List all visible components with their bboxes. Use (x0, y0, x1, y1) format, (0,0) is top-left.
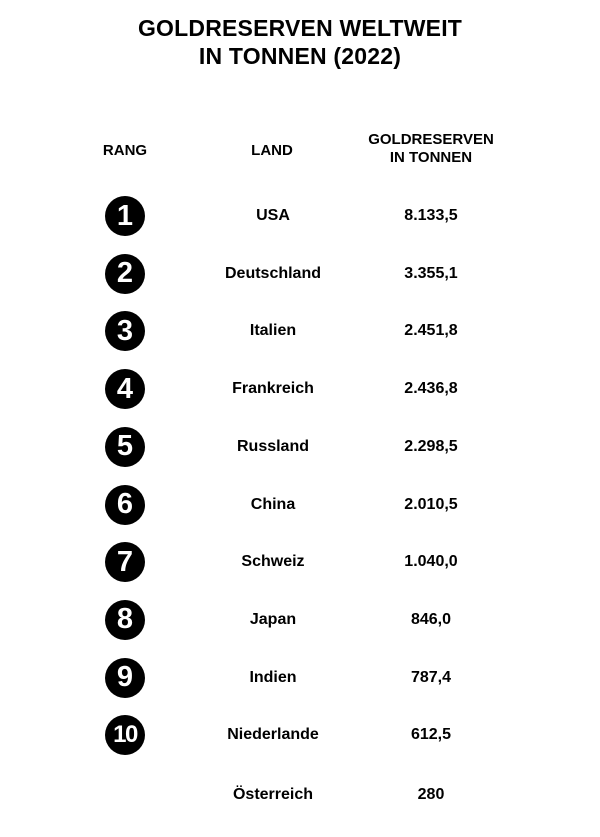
column-header-gold-reserves (346, 131, 516, 167)
gold-reserve-value-cell: 2.298,5 (404, 437, 458, 455)
column-header-rank: RANG (102, 142, 148, 159)
country-cell: Niederlande (227, 726, 319, 744)
gold-reserve-value-cell: 846,0 (410, 610, 452, 628)
country-cell: Deutschland (224, 264, 321, 282)
rank-badge: 5 (105, 427, 145, 467)
country-cell: Japan (249, 610, 297, 628)
rank-badge: 7 (105, 542, 145, 582)
rank-badge: 1 (105, 196, 145, 236)
chart-title-line2: IN TONNEN (2022) (198, 43, 402, 69)
country-cell: Italien (249, 322, 297, 340)
rank-badge: 8 (105, 600, 145, 640)
country-cell: Schweiz (241, 553, 305, 571)
gold-reserve-value-cell: 280 (417, 786, 445, 803)
country-cell: Russland (236, 437, 309, 455)
column-header-country: LAND (251, 142, 293, 159)
rank-badge: 4 (105, 369, 145, 409)
gold-reserve-value-cell: 612,5 (410, 726, 452, 744)
rank-badge: 3 (105, 311, 145, 351)
chart-title (0, 14, 600, 70)
gold-reserve-value-cell: 8.133,5 (404, 207, 458, 224)
country-cell: USA (256, 207, 290, 224)
gold-reserve-value-cell: 1.040,0 (404, 553, 458, 571)
column-header-gold-reserves-line1: GOLDRESERVEN (368, 131, 494, 148)
rank-badge: 6 (105, 485, 145, 525)
gold-reserve-value-cell: 2.451,8 (404, 322, 458, 340)
chart-title-line1: GOLDRESERVEN WELTWEIT (137, 15, 463, 41)
country-cell: China (250, 495, 296, 513)
gold-reserve-value-cell: 787,4 (410, 668, 452, 686)
column-header-gold-reserves-line2: IN TONNEN (389, 149, 473, 166)
rank-badge: 9 (105, 658, 145, 698)
gold-reserve-value-cell: 3.355,1 (404, 264, 458, 282)
country-cell: Indien (249, 668, 297, 686)
country-cell: Österreich (232, 786, 314, 803)
gold-reserve-value-cell: 2.010,5 (404, 495, 458, 513)
rank-badge: 10 (105, 715, 145, 755)
country-cell: Frankreich (232, 380, 314, 398)
gold-reserve-value-cell: 2.436,8 (404, 380, 458, 398)
rank-badge: 2 (105, 254, 145, 294)
